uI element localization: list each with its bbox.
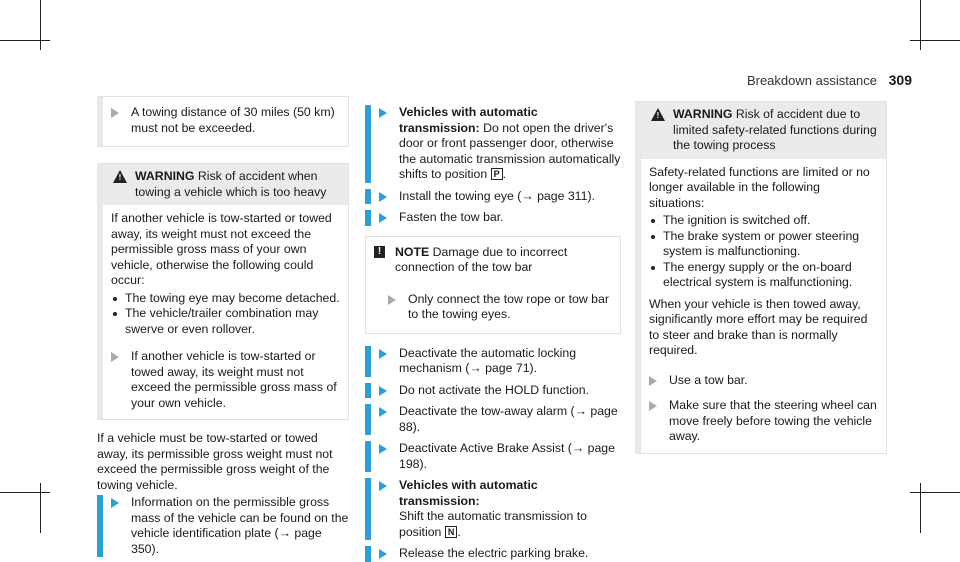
bullet-list [111, 291, 340, 338]
step-text: Deactivate the tow-away alarm (→ page 88). [399, 404, 618, 434]
bullet-list [649, 213, 878, 291]
step-text: Deactivate Active Brake Assist (→ page 198). [399, 441, 615, 471]
step-text: Install the towing eye (→ page 311). [399, 188, 595, 203]
warning-header [641, 102, 886, 159]
page-number: 309 [888, 72, 912, 88]
step-text: Only connect the tow rope or tow bar to the towing eyes. [408, 291, 609, 321]
arrow-icon [111, 352, 119, 362]
warning-heading: Risk of accident due to limited safety-related functions during the towing process [673, 107, 877, 152]
crop-mark [920, 483, 921, 533]
arrow-icon [379, 349, 387, 359]
warning-header [103, 164, 348, 205]
step [365, 383, 621, 399]
step [365, 546, 621, 562]
position-n-icon: N [445, 526, 458, 538]
step-bold: Vehicles with automatic transmission: [399, 478, 538, 508]
warning-box [635, 101, 887, 454]
arrow-icon [111, 108, 119, 118]
arrow-icon [379, 444, 387, 454]
step-text: Do not open the driver's door or front passenger door, otherwise the automatic transmission automatically shifts to position [399, 120, 621, 181]
position-p-icon: P [491, 168, 503, 180]
crop-mark [0, 40, 50, 41]
arrow-icon [649, 376, 657, 386]
crop-mark [0, 492, 50, 493]
note-box [365, 236, 621, 334]
warning-body: Safety-related functions are limited or no longer available in the following situations: [649, 164, 870, 210]
bullet-item: The energy supply or the on-board electrical system is malfunctioning. [649, 260, 878, 291]
arrow-icon [379, 192, 387, 202]
crop-mark [910, 492, 960, 493]
step [365, 441, 621, 472]
step-text: Make sure that the steering wheel can move freely before towing the vehicle away. [669, 398, 877, 443]
crop-mark [910, 40, 960, 41]
warning-body-2: When your vehicle is then towed away, significantly more effort may be required to steer and brake than is normally required. [649, 296, 868, 357]
bullet-item: The ignition is switched off. [649, 213, 878, 229]
arrow-icon [379, 386, 387, 396]
step-text: Do not activate the HOLD function. [399, 382, 590, 397]
warning-body: If another vehicle is tow-started or towed away, its weight must not exceed the permissible gross mass of your own vehicle, otherwise the following could occur: [111, 211, 332, 287]
crop-mark [40, 483, 41, 533]
step [365, 404, 621, 435]
step [365, 346, 621, 377]
arrow-icon [379, 407, 387, 417]
arrow-icon [379, 213, 387, 223]
step-text: Fasten the tow bar. [399, 210, 504, 224]
section-title: Breakdown assistance [746, 73, 878, 88]
arrow-icon [379, 108, 387, 118]
bullet-item: The towing eye may become detached. [111, 291, 340, 307]
arrow-icon [379, 549, 387, 559]
step [111, 105, 340, 136]
note-icon: ! [374, 246, 385, 258]
step [365, 210, 621, 226]
note-heading: Damage due to incorrect connection of the tow bar [395, 244, 568, 274]
note-label: NOTE [395, 244, 430, 259]
step-text: Information on the permissible gross mass of the vehicle can be found on the vehicle identification plate (→ page 350). [131, 495, 349, 556]
step-text: If another vehicle is tow-started or towed away, its weight must not exceed the permissible gross mass of your own vehicle. [131, 349, 337, 410]
step: Vehicles with automatic transmission: Shift the automatic transmission to position N . [365, 478, 621, 540]
crop-mark [920, 0, 921, 50]
bullet-item: The vehicle/trailer combination may swerve or even rollover. [111, 306, 340, 337]
warning-icon: ! [113, 170, 127, 183]
column-1 [97, 96, 349, 557]
step-bold: Vehicles with automatic transmission: [399, 105, 538, 135]
warning-icon: ! [651, 108, 665, 121]
page-header [747, 72, 912, 88]
step-text: Use a tow bar. [669, 372, 748, 387]
step [366, 280, 620, 333]
step [111, 349, 340, 411]
warning-label: WARNING [135, 169, 195, 183]
step: Vehicles with automatic transmission: Do not open the driver's door or front passenger door, otherwise the automatic transmission automatically shifts to position P . [365, 105, 621, 183]
step [365, 189, 621, 205]
arrow-icon [388, 295, 396, 305]
paragraph: If a vehicle must be tow-started or towed away, its permissible gross weight must not exceed the permissible gross weight of the towing vehicle. [97, 431, 333, 492]
arrow-icon [649, 401, 657, 411]
step-box [97, 96, 349, 147]
step-text: A towing distance of 30 miles (50 km) must not be exceeded. [131, 105, 335, 135]
warning-heading: Risk of accident when towing a vehicle which is too heavy [135, 169, 327, 199]
arrow-icon [379, 481, 387, 491]
crop-mark [40, 0, 41, 50]
step [649, 398, 878, 445]
step-text: Shift the automatic transmission to position [399, 509, 587, 539]
info-step [97, 495, 349, 557]
step-text: Deactivate the automatic locking mechanism (→ page 71). [399, 345, 577, 375]
warning-box [97, 163, 349, 420]
warning-label: WARNING [673, 107, 733, 121]
step-text: Release the electric parking brake. [399, 546, 589, 560]
step [649, 373, 878, 389]
bullet-item: The brake system or power steering system is malfunctioning. [649, 229, 878, 260]
column-3 [635, 101, 887, 454]
column-2 [365, 96, 621, 562]
arrow-icon [111, 498, 119, 508]
